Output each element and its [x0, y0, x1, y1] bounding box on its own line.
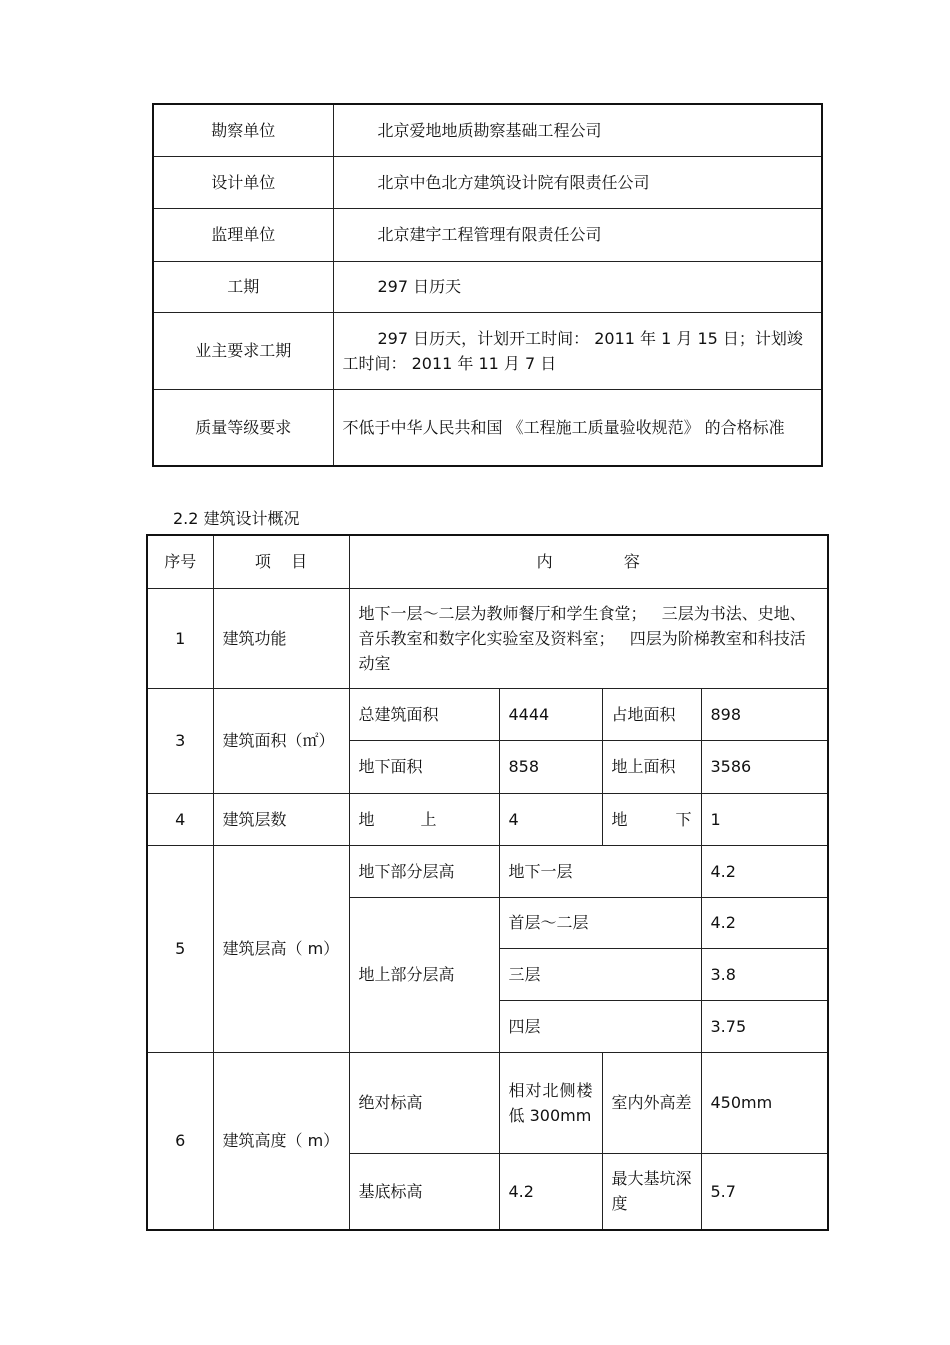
underground-floor: 地下一层: [499, 845, 701, 897]
floor-height: 4.2: [701, 897, 828, 948]
table-row: [147, 793, 828, 845]
table-row: [153, 208, 822, 261]
total-area-label: 总建筑面积: [349, 688, 499, 740]
underground-area-label: 地下面积: [349, 740, 499, 793]
row-no: 1: [147, 588, 213, 688]
floor-height: 3.75: [701, 1000, 828, 1052]
absolute-elevation-label: 绝对标高: [349, 1052, 499, 1153]
max-pit-depth-value: 5.7: [701, 1153, 828, 1230]
label-duration: 工期: [153, 261, 333, 312]
section-title: 2.2 建筑设计概况: [173, 509, 300, 528]
floors-above-value: 4: [499, 793, 602, 845]
aboveground-height-label: 地上部分层高: [349, 897, 499, 1052]
base-elevation-label: 基底标高: [349, 1153, 499, 1230]
row-item: 建筑层高（ m）: [213, 845, 349, 1052]
row-item: 建筑高度（ m）: [213, 1052, 349, 1230]
underground-area-value: 858: [499, 740, 602, 793]
label-survey: 勘察单位: [153, 104, 333, 156]
indoor-outdoor-value: 450mm: [701, 1052, 828, 1153]
land-area-value: 898: [701, 688, 828, 740]
land-area-label: 占地面积: [602, 688, 701, 740]
value-survey: 北京爱地地质勘察基础工程公司: [333, 104, 822, 156]
indoor-outdoor-label: 室内外高差: [602, 1052, 701, 1153]
underground-height-value: 4.2: [701, 845, 828, 897]
floor-name: 首层～二层: [499, 897, 701, 948]
absolute-elevation-desc: 相对北侧楼低 300mm: [499, 1052, 602, 1153]
aboveground-area-value: 3586: [701, 740, 828, 793]
project-info-table: [152, 103, 823, 467]
total-area-value: 4444: [499, 688, 602, 740]
table-row: [147, 845, 828, 897]
function-content: 地下一层～二层为教师餐厅和学生食堂； 三层为书法、史地、音乐教室和数字化实验室及资料室； 四层为阶梯教室和科技活动室: [349, 588, 828, 688]
row-no: 5: [147, 845, 213, 1052]
value-supervision: 北京建宇工程管理有限责任公司: [333, 208, 822, 261]
label-supervision: 监理单位: [153, 208, 333, 261]
row-item: 建筑功能: [213, 588, 349, 688]
label-design: 设计单位: [153, 156, 333, 208]
table-row: [147, 688, 828, 740]
row-no: 3: [147, 688, 213, 793]
row-item: 建筑面积（㎡）: [213, 688, 349, 793]
label-owner-duration: 业主要求工期: [153, 312, 333, 389]
table-row: [153, 312, 822, 389]
floor-height: 3.8: [701, 948, 828, 1000]
max-pit-depth-label: 最大基坑深度: [602, 1153, 701, 1230]
table-row: [153, 389, 822, 466]
label-quality: 质量等级要求: [153, 389, 333, 466]
row-item: 建筑层数: [213, 793, 349, 845]
floor-name: 四层: [499, 1000, 701, 1052]
header-content: 内 容: [349, 535, 828, 588]
value-duration: 297 日历天: [333, 261, 822, 312]
table-row: [153, 261, 822, 312]
table-row: [153, 156, 822, 208]
aboveground-area-label: 地上面积: [602, 740, 701, 793]
underground-height-label: 地下部分层高: [349, 845, 499, 897]
floors-above-label: 地上: [349, 793, 499, 845]
value-owner-duration: 297 日历天，计划开工时间： 2011 年 1 月 15 日；计划竣工时间： 2011 年 11 月 7 日: [333, 312, 822, 389]
building-design-table: [146, 534, 829, 1231]
row-no: 4: [147, 793, 213, 845]
value-quality: 不低于中华人民共和国 《工程施工质量验收规范》 的合格标准: [333, 389, 822, 466]
table-header-row: [147, 535, 828, 588]
floors-below-value: 1: [701, 793, 828, 845]
base-elevation-value: 4.2: [499, 1153, 602, 1230]
value-design: 北京中色北方建筑设计院有限责任公司: [333, 156, 822, 208]
floors-below-label: 地下: [602, 793, 701, 845]
header-item: 项 目: [213, 535, 349, 588]
table-row: [147, 1052, 828, 1153]
table-row: [153, 104, 822, 156]
table-row: [147, 588, 828, 688]
floor-name: 三层: [499, 948, 701, 1000]
row-no: 6: [147, 1052, 213, 1230]
header-no: 序号: [147, 535, 213, 588]
